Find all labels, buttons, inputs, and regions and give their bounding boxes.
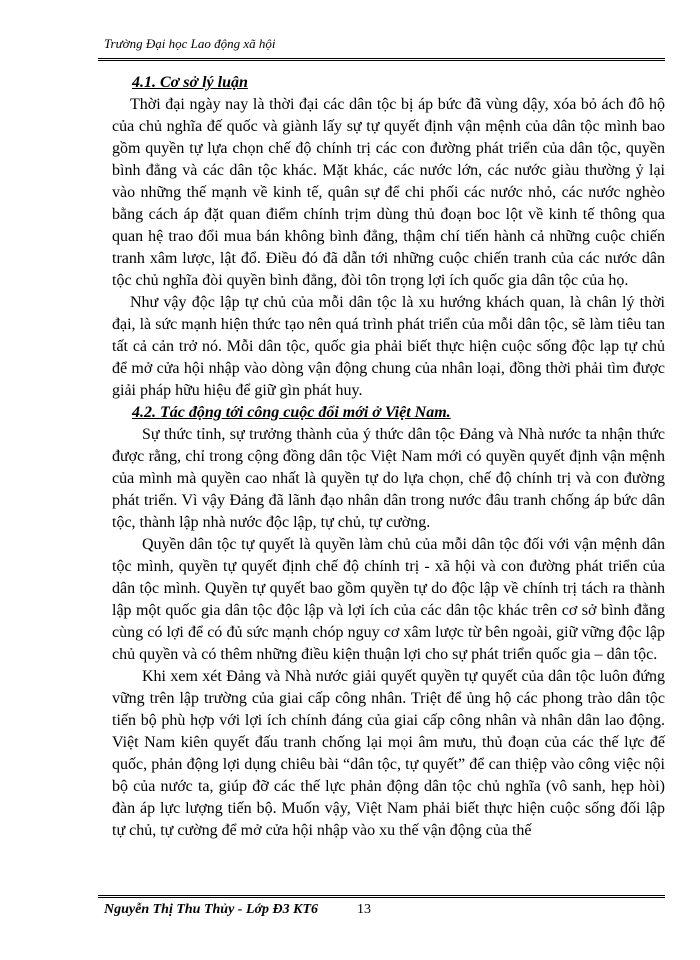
paragraph: Sự thức tỉnh, sự trưởng thành của ý thức dân tộc Đảng và Nhà nước ta nhận thức được rằng, chỉ trong cộng đồng dân tộc Việt Nam mới có quyền quyết định vận mệnh của mình mà quyền cao nhất là quyền tự do lựa chọn, chế độ chính trị và con đường phát triển. Vì vậy Đảng đã lãnh đạo nhân dân trong nước đâu tranh chống áp bức dân tộc, thành lập nhà nước độc lập, tự chủ, tự cường. bbox=[112, 426, 665, 531]
header-divider bbox=[98, 58, 665, 61]
footer-divider bbox=[98, 895, 665, 898]
paragraph: Như vậy độc lập tự chủ của mỗi dân tộc là xu hướng khách quan, là chân lý thời đại, là sức mạnh hiện thức tạo nên quá trình phát triển của mỗi dân tộc, sẽ làm tiêu tan tất cả cản trở nó. Mỗi dân tộc, quốc gia phải biết thực hiện cuộc sống độc lạp tự chủ để mở cửa hội nhập vào dòng vận động chung của nhân loại, đồng thời phải tìm được giải pháp hữu hiệu để giữ gìn phát huy. bbox=[112, 294, 665, 399]
paragraph: Khi xem xét Đảng và Nhà nước giải quyết quyền tự quyết của dân tộc luôn đứng vững trên lập trường của giai cấp công nhân. Triệt để ủng hộ các phong trào dân tộc tiến bộ phù hợp với lợi ích chính đáng của giai cấp công nhân và nhân dân lao động. Việt Nam kiên quyết đấu tranh chống lại mọi âm mưu, thủ đoạn của các thế lực đế quốc, phản động lợi dụng chiêu bài “dân tộc, tự quyết” để can thiệp vào công việc nội bộ của nước ta, giúp đỡ các thế lực phản động dân tộc chủ nghĩa (vô sanh, hẹp hòi) đàn áp lực lượng tiến bộ. Muốn vậy, Việt Nam phải biết thực hiện cuộc sống đối lập tự chủ, tự cường để mở cửa hội nhập vào xu thế vận động của thế bbox=[112, 668, 665, 839]
section-heading-4-1: 4.1. Cơ sở lý luận bbox=[132, 74, 248, 91]
document-body bbox=[112, 72, 665, 842]
page-number: 13 bbox=[357, 902, 371, 917]
footer-author: Nguyễn Thị Thu Thủy - Lớp Đ3 KT6 bbox=[104, 902, 319, 917]
section-heading-4-2: 4.2. Tác động tới công cuộc đổi mới ở Việt Nam. bbox=[132, 404, 451, 421]
paragraph: Quyền dân tộc tự quyết là quyền làm chủ của mỗi dân tộc đối với vận mệnh dân tộc mình, quyền tự quyết định chế độ chính trị - xã hội và con đường phát triển của dân tộc mình. Quyền tự quyết bao gồm quyền tự do độc lập về chính trị tách ra thành lập một quốc gia dân tộc độc lập và lợi ích của các dân tộc khác trên cơ sở bình đẳng cùng có lợi để có đủ sức mạnh chóp nguy cơ xâm lược từ bên ngoài, giữ vững độc lập chủ quyền và có thêm những điều kiện thuận lợi cho sự phát triển quốc gia – dân tộc. bbox=[112, 536, 665, 663]
page-header: Trường Đại học Lao động xã hội bbox=[104, 36, 276, 51]
paragraph: Thời đại ngày nay là thời đại các dân tộc bị áp bức đã vùng dậy, xóa bỏ ách đô hộ của chủ nghĩa đế quốc và giành lấy sự tự quyết định vận mệnh của dân tộc mình bao gồm quyền tự lựa chọn chế độ chính trị các con đường phát triển của dân tộc, quyền bình đẳng và các dân tộc khác. Mặt khác, các nước lớn, các nước giàu thường ỷ lại vào những thế mạnh về kinh tế, quân sự để chi phối các nước nhỏ, các nước nghèo bằng cách áp đặt quan điểm chính trịm dùng thủ đoạn boc lột về kinh tế thông qua quan hệ trao đổi mua bán không bình đẳng, thậm chí tiến hành cả những cuộc chiến tranh xâm lược, lật đổ. Điều đó đã dẫn tới những cuộc chiến tranh của các nước dân tộc chủ nghĩa đòi quyền bình đẳng, đòi tôn trọng lợi ích quốc gia dân tộc của họ. bbox=[112, 96, 665, 289]
